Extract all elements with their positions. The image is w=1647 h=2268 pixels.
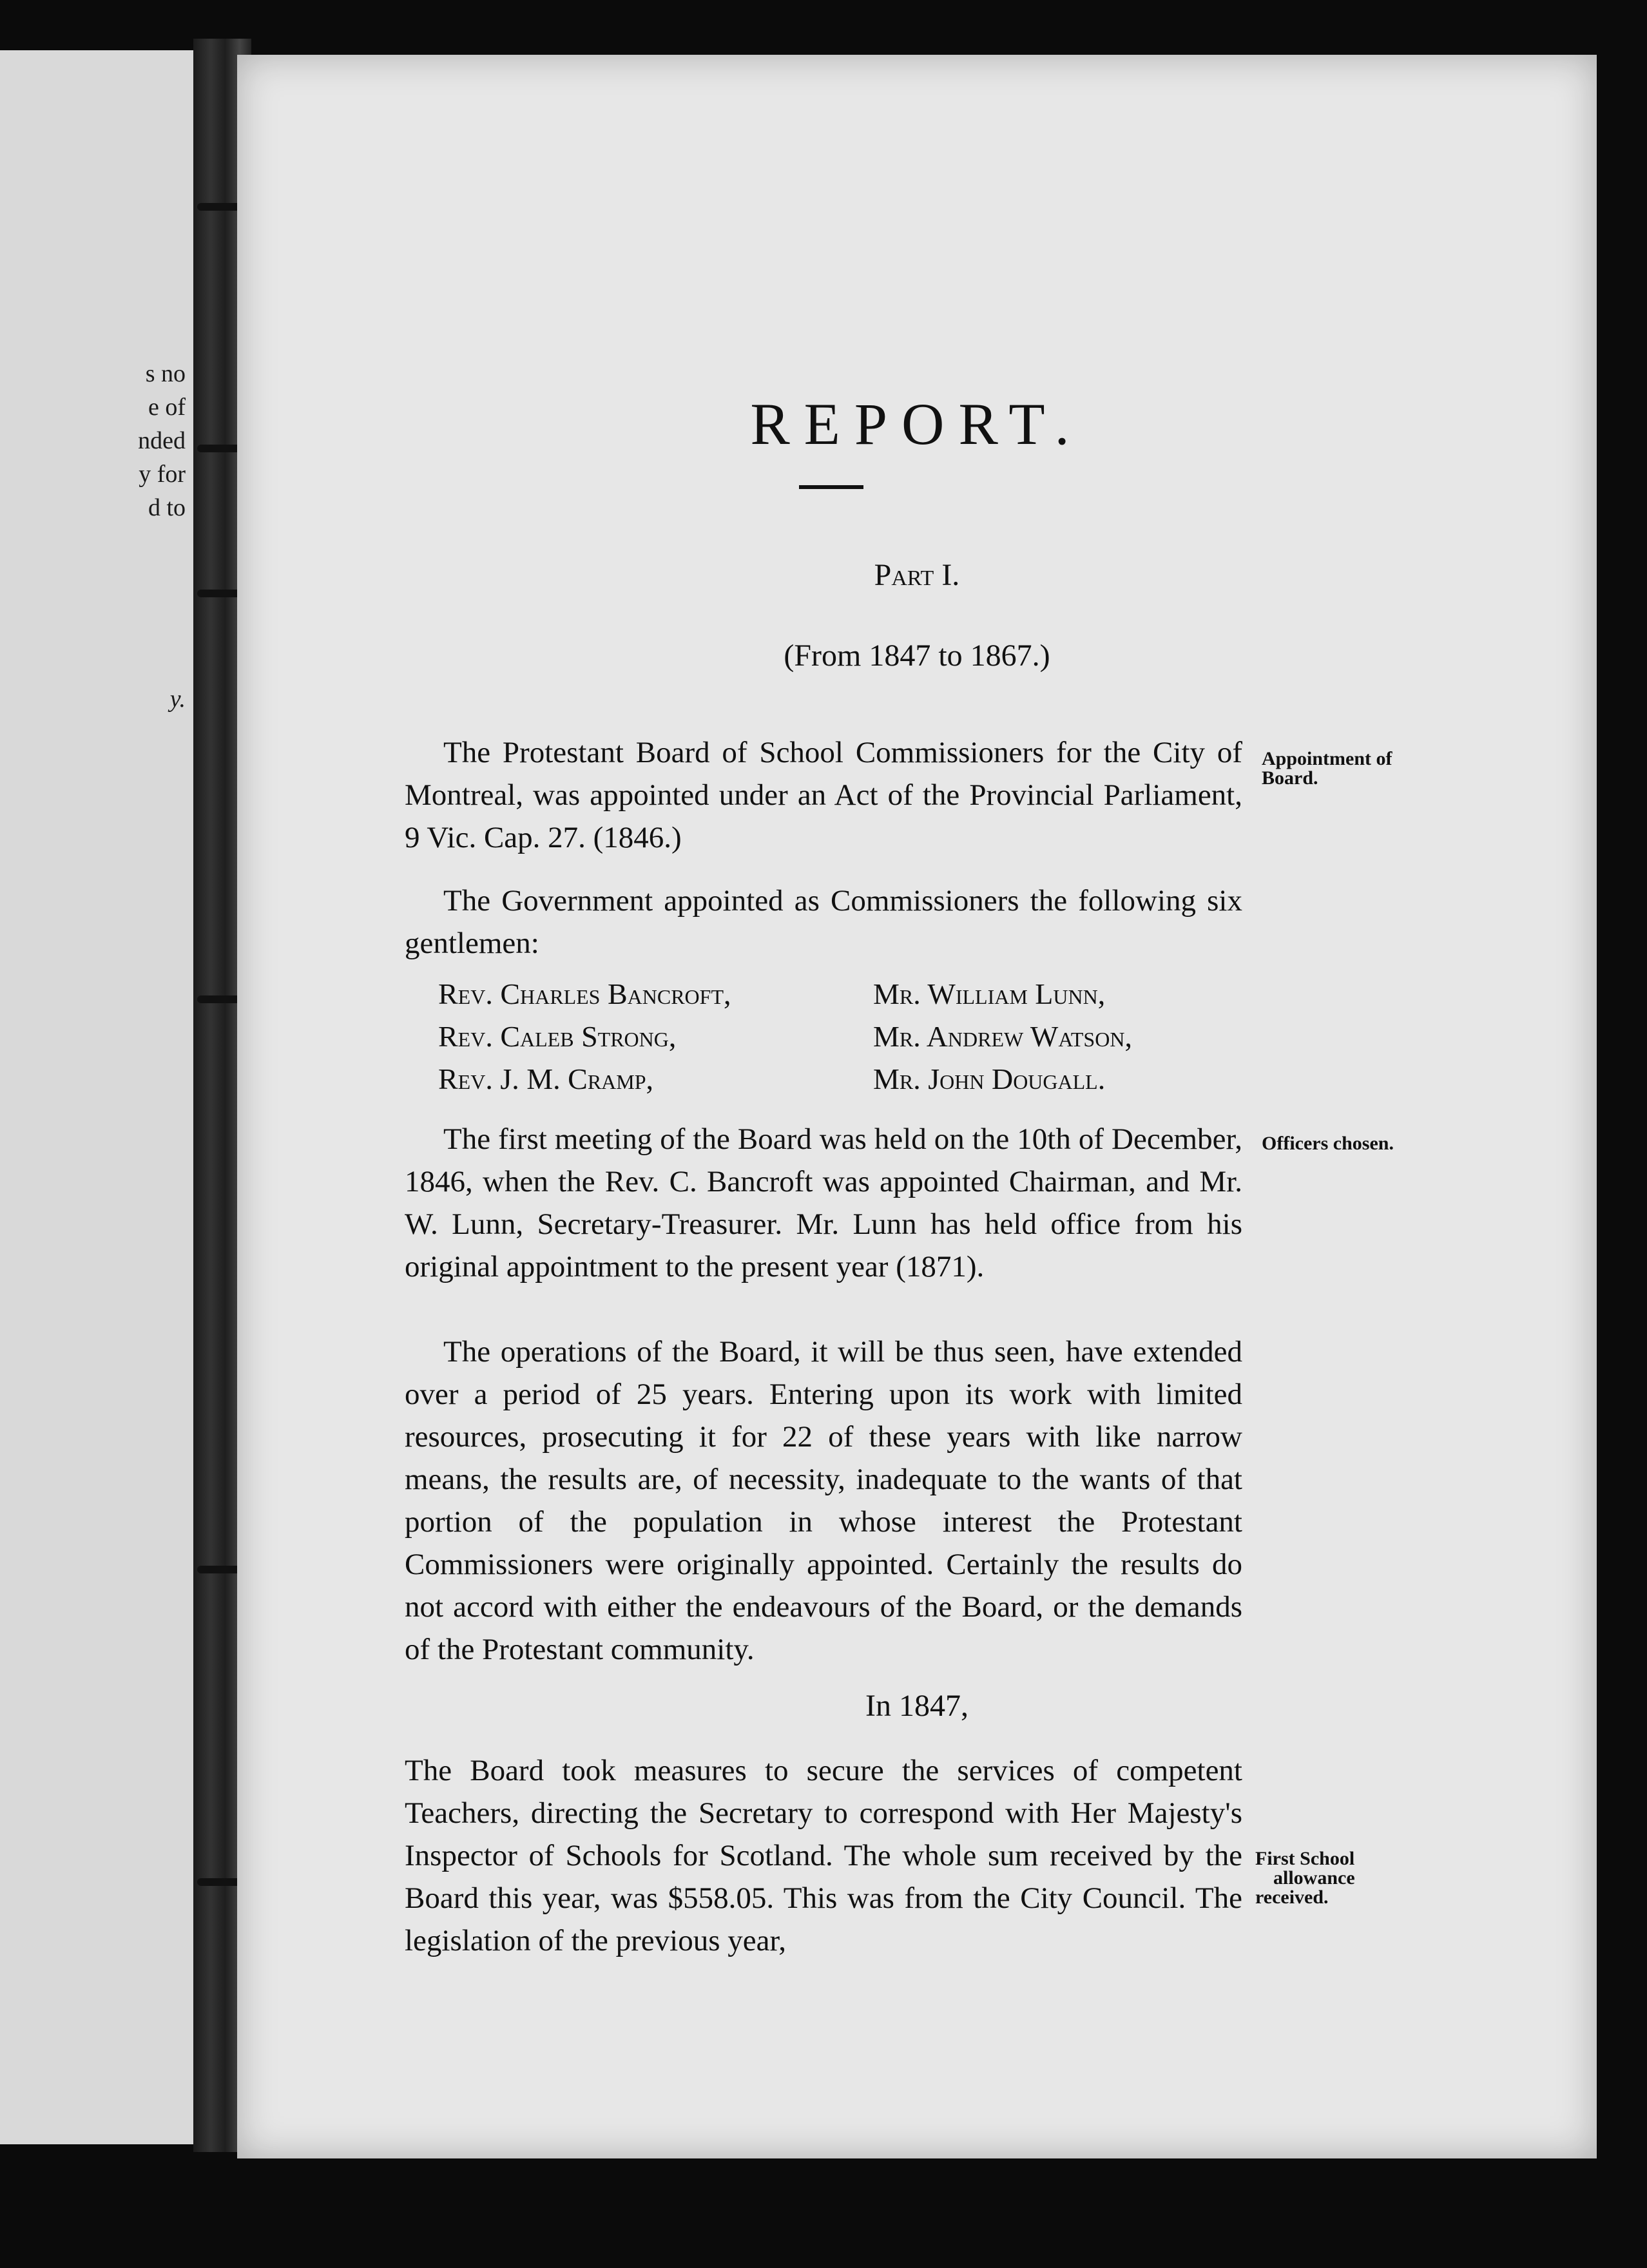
previous-page-line: y. [169,686,186,713]
commissioner-name: Mr. John Dougall. [873,1062,1106,1095]
date-range-heading: (From 1847 to 1867.) [784,639,1050,673]
previous-page-line: s no [145,360,186,387]
commissioner-name: Rev. Caleb Strong, [438,1020,677,1053]
title-rule [799,485,863,489]
margin-note-officers [1262,1134,1394,1153]
previous-page-line: nded [138,427,186,454]
paragraph-first-meeting: The first meeting of the Board was held on the 10th of December, 1846, when the Rev. C. Bancroft was appointed Chairman, and Mr. W. Lunn, Secretary-Treasurer. Mr. Lunn has held office from his original appointment to the present year (1871). [405,1122,1242,1283]
previous-page-line: d to [148,494,186,521]
paragraph-operations: The operations of the Board, it will be thus seen, have extended over a period of 25 years. Entering upon its work with limited resources, prosecuting it for 22 of these years with like narrow means, the results are, of necessity, inadequate to the wants of that portion of the population in whose interest the Protestant Commissioners were originally appointed. Certainly the results do not accord with either the endeavours of the Board, or the demands of the Protestant community. [405,1335,1242,1666]
margin-note-text: Officers chosen. [1262,1133,1394,1154]
commissioners-column-right [873,973,1132,1100]
margin-note-text: First School [1255,1848,1355,1869]
margin-note-text: Appointment of [1262,748,1392,769]
year-heading: In 1847, [865,1689,968,1723]
commissioner-name: Mr. William Lunn, [873,977,1106,1010]
margin-note-text: allowance [1273,1867,1355,1888]
commissioner-name: Rev. Charles Bancroft, [438,977,731,1010]
part-heading: Part I. [874,558,960,592]
paragraph-1847: The Board took measures to secure the services of competent Teachers, directing the Secretary to correspond with Her Majesty's Inspector of Schools for Scotland. The whole sum received by the Board this year, was $558.05. This was from the City Council. The legislation of the previous year, [405,1754,1242,1957]
margin-note-appointment [1262,749,1392,788]
margin-note-text: Board. [1262,767,1318,789]
paragraph-board-appointment: The Protestant Board of School Commissioners for the City of Montreal, was appointed under an Act of the Provincial Parliament, 9 Vic. Cap. 27. (1846.) [405,736,1242,854]
page-title: REPORT. [750,391,1084,457]
commissioner-name: Mr. Andrew Watson, [873,1020,1132,1053]
margin-note-allowance [1255,1849,1355,1907]
margin-note-text: received. [1255,1887,1329,1908]
commissioners-column-left [438,973,731,1100]
previous-page-line: y for [139,461,186,488]
paragraph-commissioners-intro: The Government appointed as Commissioners the following six gentlemen: [405,884,1242,960]
document-page [237,55,1597,2158]
previous-page-fragment [0,50,193,2144]
commissioner-name: Rev. J. M. Cramp, [438,1062,654,1095]
previous-page-line: e of [148,394,186,421]
